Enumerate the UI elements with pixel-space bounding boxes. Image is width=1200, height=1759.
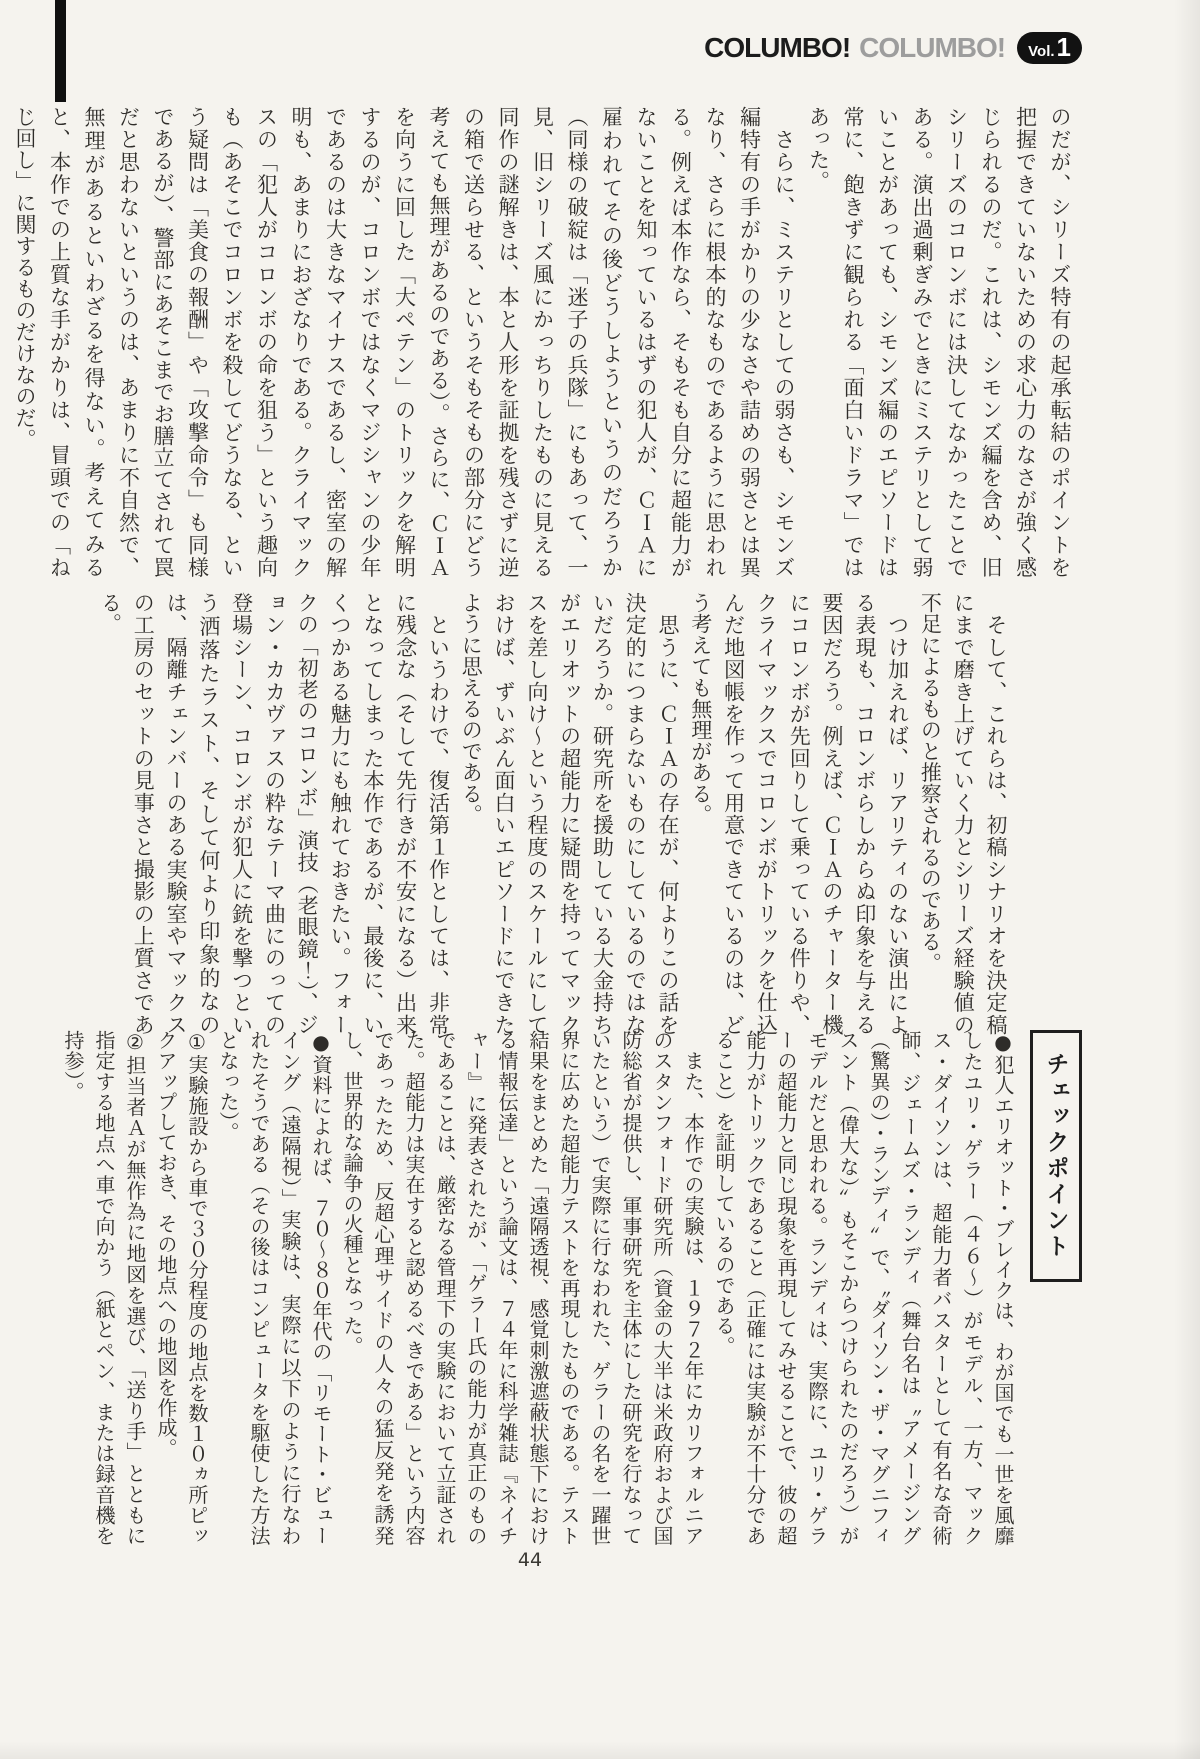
paragraph: そして、これらは、初稿シナリオを決定稿にまで磨き上げていく力とシリーズ経験値の不足によるものと推察されるのである。 <box>918 592 1008 1035</box>
checkpoint-heading-box <box>1030 1030 1082 1282</box>
paragraph: のだが、シリーズ特有の起承転結のポイントを把握できていないための求心力のなさが強く感じられるのだ。これは、シモンズ編を含め、旧シリーズのコロンボには決してなかったことである。演出過剰ぎみでときにミステリとして弱いことがあっても、シモンズ編のエピソードは常に、飽きずに観られる「面白いドラマ」ではあった。 <box>806 106 1072 578</box>
paragraph: ①実験施設から車で３０分程度の地点を数１０ヵ所ピックアップしておき、その地点への地図を作成。 <box>154 1030 209 1546</box>
page-number: 44 <box>517 1549 543 1571</box>
paragraph: ●犯人エリオット・ブレイクは、わが国でも一世を風靡したユリ・ゲラー（４６〜）がモデル、一方、マックス・ダイソンは、超能力者バスターとして有名な奇術師、ジェームズ・ランディ（舞台名は〝アメージング（驚異の）・ランディ〟で、〝ダイソン・ザ・マグニフィスント（偉大な）〟もそこからつけられたのだろう）がモデルだと思われる。ランディは、実際に、ユリ・ゲラーの超能力と同じ現象を再現してみせることで、彼の超能力がトリックであること（正確には実験が不十分であること）を証明しているのである。 <box>712 1030 1015 1546</box>
paragraph: 思うに、ＣＩＡの存在が、何よりこの話を決定的につまらないものにしているのではないだろうか。研究所を援助している大金持ちがエリオットの超能力に疑問を持ってマックスを差し向け〜という程度のスケールにしておけば、ずいぶん面白いエピソードにできたように思えるのである。 <box>459 592 681 1035</box>
paragraph: つけ加えれば、リアリティのない演出による表現も、コロンボらしからぬ印象を与える要因だろう。例えば、ＣＩＡのチャーター機にコロンボが先回りして乗っている件りや、クライマックスでコロンボがトリックを仕込んだ地図帳を作って用意できているのは、どう考えても無理がある。 <box>688 592 910 1035</box>
binding-mark <box>55 0 66 102</box>
scan-edge-shading-bottom <box>0 1741 1200 1759</box>
paragraph: というわけで、復活第１作としては、非常に残念な（そして先行きが不安になる）出来となってしまった本作であるが、最後に、いくつかある魅力にも触れておきたい。フォークの「初老のコロンボ」演技（老眼鏡！）、ジョン・カカヴァスの粋なテーマ曲にのっての登場シーン、コロンボが犯人に銃を撃つという洒落たラスト、そして何より印象的なのは、隔離チェンバーのある実験室やマックスの工房のセットの見事さと撮影の上質さである。 <box>98 592 451 1035</box>
checkpoint-text-block <box>57 1030 1018 1546</box>
volume-badge <box>1017 32 1082 64</box>
paragraph: さらに、ミステリとしての弱さも、シモンズ編特有の手がかりの少なさや詰めの弱さとは異なり、さらに根本的なものであるように思われる。例えば本作なら、そもそも自分に超能力がないことを知っているはずの犯人が、ＣＩＡに雇われてその後どうしようというのだろうか（同様の破綻は「迷子の兵隊」にもあって、一見、旧シリーズ風にかっちりしたものに見える同作の謎解きは、本と人形を証拠を残さずに逆の箱で送らせる、というそもそもの部分にどう考えても無理があるのである）。さらに、ＣＩＡを向うに回した「大ペテン」のトリックを解明するのが、コロンボではなくマジシャンの少年であるのは大きなマイナスであるし、密室の解明も、あまりにおざなりである。クライマックスの「犯人がコロンボの命を狙う」という趣向も（あそこでコロンボを殺してどうなる、という疑問は「美食の報酬」や「攻撃命令」も同様であるが）、警部にあそこまでお膳立てされて罠だと思わないというのは、あまりに不自然で、無理があるといわざるを得ない。考えてみると、本作での上質な手がかりは、冒頭での「ねじ回し」に関するものだけなのだ。 <box>13 106 796 578</box>
magazine-title-primary: COLUMBO! <box>704 32 851 63</box>
volume-number: 1 <box>1056 32 1071 62</box>
article-text-block-middle <box>98 592 1012 1035</box>
volume-label: Vol. <box>1028 43 1055 60</box>
scan-edge-shading-right <box>1174 0 1200 1759</box>
article-text-block-top <box>13 106 1077 578</box>
page-header <box>704 32 1082 64</box>
paragraph: ②担当者Ａが無作為に地図を選び、「送り手」とともに指定する地点へ車で向かう（紙とペン、または録音機を持参）。 <box>61 1030 147 1546</box>
paragraph: ●資料によれば、７０〜８０年代の「リモート・ビューイング（遠隔視）」実験は、実際に以下のように行なわれたそうである（その後はコンピュータを駆使した方法となった）。 <box>216 1030 333 1546</box>
checkpoint-heading: チェックポイント <box>1042 1052 1069 1260</box>
magazine-title-secondary: COLUMBO! <box>859 32 1006 63</box>
paragraph: また、本作での実験は、１９７２年にカリフォルニアのスタンフォード研究所（資金の大半は米政府および国防総省が提供し、軍事研究を主体にした研究を行なっていたという）で実際に行なわれた、ゲラーの名を一躍世界に広めた超能力テストを再現したものである。テスト結果をまとめた「遠隔透視、感覚刺激遮蔽状態下における情報伝達」という論文は、７４年に科学雑誌『ネイチャー』に発表されたが、「ゲラー氏の能力が真正のものであることは、厳密なる管理下の実験において立証された。超能力は実在すると認めるべきである」という内容であったため、反超心理サイドの人々の猛反発を誘発し、世界的な論争の火種となった。 <box>340 1030 705 1546</box>
